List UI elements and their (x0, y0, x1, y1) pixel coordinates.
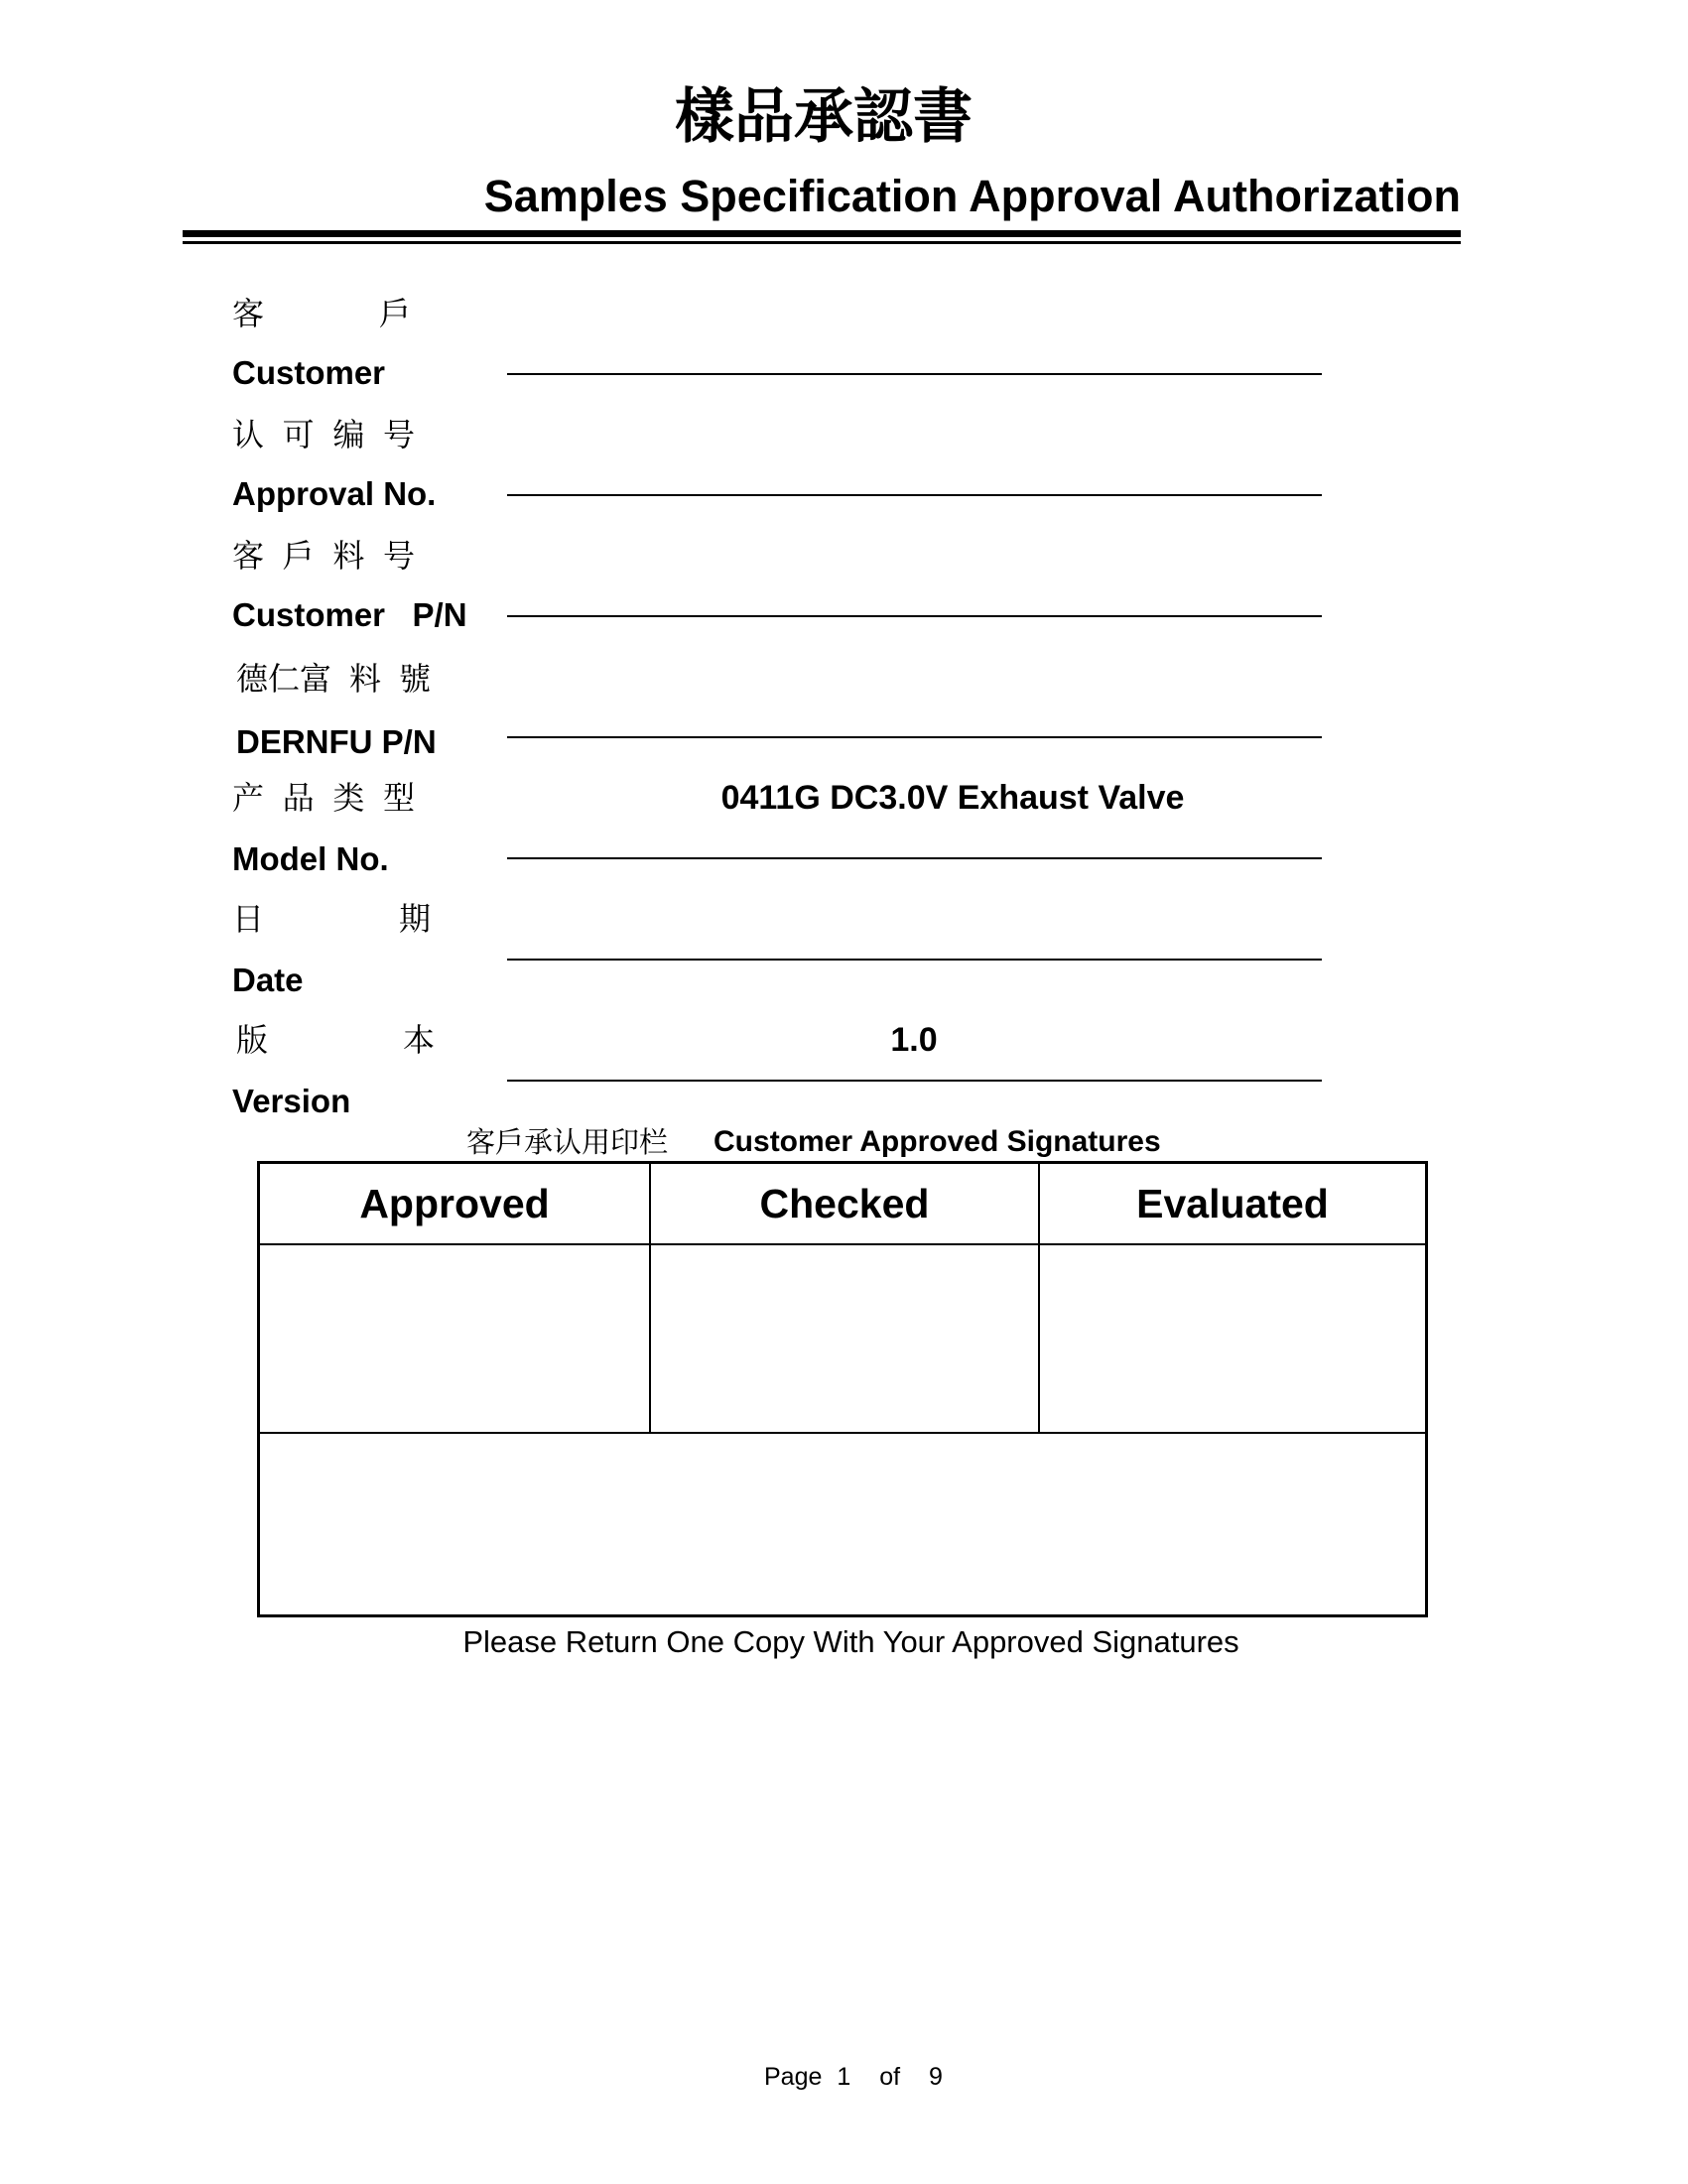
signature-table (257, 1161, 1428, 1617)
dernfu-pn-label-char: 號 (399, 660, 432, 698)
model-no-value[interactable]: 0411G DC3.0V Exhaust Valve (720, 779, 1185, 817)
customer-pn-label-char: 号 (382, 537, 415, 575)
return-instruction-text: Please Return One Copy With Your Approved Signatures (462, 1624, 1239, 1659)
column-header-evaluated: Evaluated (1136, 1181, 1329, 1226)
customer-label-char: 客 (232, 295, 265, 332)
version-label-chinese (236, 1018, 435, 1062)
approval-no-label-char: 号 (382, 416, 415, 453)
model-no-label-char: 品 (282, 779, 315, 817)
evaluated-signature-box[interactable] (1040, 1245, 1425, 1432)
customer-pn-label-char: 戶 (282, 537, 315, 575)
version-value[interactable]: 1.0 (890, 1021, 938, 1059)
approved-signature-box[interactable] (260, 1245, 649, 1432)
date-field-line (507, 959, 1322, 961)
document-title-english: Samples Specification Approval Authorization (483, 171, 1461, 221)
customer-field-line (507, 373, 1322, 375)
customer-label-char: 戶 (378, 295, 411, 332)
page-label: Page (764, 2063, 823, 2091)
column-header-approved: Approved (359, 1181, 550, 1226)
dernfu-pn-label-english: DERNFU P/N (236, 723, 437, 760)
approval-no-label-char: 可 (282, 416, 315, 453)
date-label-char: 日 (232, 900, 265, 938)
dernfu-pn-label-char: 料 (349, 660, 382, 698)
date-label-chinese (232, 897, 431, 941)
model-no-label-char: 产 (232, 779, 265, 817)
approval-no-label-chinese (232, 413, 415, 456)
approval-no-field-line (507, 494, 1322, 496)
stamp-area[interactable] (260, 1434, 1425, 1614)
version-field-line (507, 1080, 1322, 1082)
dernfu-pn-label-char: 德仁富 (236, 660, 332, 698)
page-current: 1 (837, 2063, 851, 2091)
return-instruction (0, 1621, 1688, 1663)
page-of: of (879, 2063, 901, 2091)
date-label-english: Date (232, 962, 304, 998)
checked-signature-box[interactable] (651, 1245, 1038, 1432)
page-total: 9 (929, 2063, 943, 2091)
approval-no-label-char: 认 (232, 416, 265, 453)
version-label-char: 本 (402, 1021, 435, 1059)
version-label-char: 版 (236, 1021, 269, 1059)
model-no-label-char: 类 (332, 779, 365, 817)
customer-pn-label-english: Customer P/N (232, 596, 467, 633)
dernfu-pn-label-chinese (236, 657, 453, 701)
approval-no-label-char: 编 (332, 416, 365, 453)
customer-label-english: Customer (232, 354, 386, 391)
signature-caption-english: Customer Approved Signatures (714, 1125, 1161, 1158)
signature-caption-chinese: 客戶承认用印栏 (466, 1125, 669, 1159)
dernfu-pn-field-line (507, 736, 1322, 738)
header-rule-thick (183, 230, 1461, 237)
document-title-chinese: 樣品承認書 (675, 82, 973, 152)
page-number (764, 2060, 943, 2094)
customer-pn-label-char: 料 (332, 537, 365, 575)
model-no-field-line (507, 857, 1322, 859)
signature-caption (466, 1122, 1161, 1162)
approval-no-label-english: Approval No. (232, 475, 437, 512)
model-no-label-char: 型 (382, 779, 415, 817)
customer-pn-label-char: 客 (232, 537, 265, 575)
customer-pn-field-line (507, 615, 1322, 617)
customer-label-chinese (232, 292, 411, 335)
model-no-label-chinese (232, 776, 415, 820)
model-no-label-english: Model No. (232, 840, 389, 877)
customer-pn-label-chinese (232, 534, 415, 578)
version-label-english: Version (232, 1083, 351, 1119)
date-label-char: 期 (398, 900, 431, 938)
header-rule-thin (183, 241, 1461, 244)
column-header-checked: Checked (759, 1181, 930, 1226)
